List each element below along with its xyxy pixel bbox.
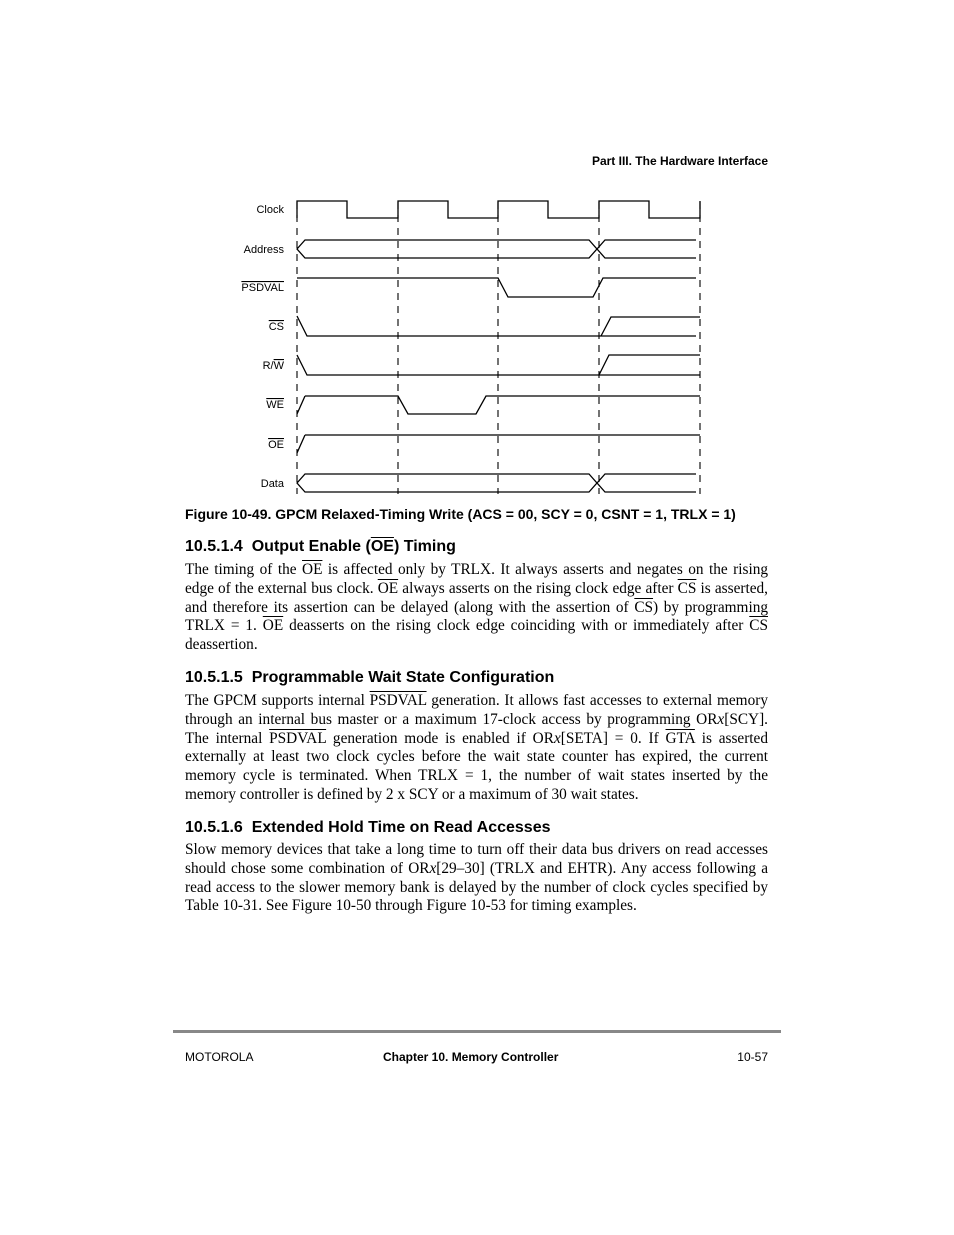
signal-label-oe: OE xyxy=(268,439,284,451)
section-paragraph-10-5-1-6: Slow memory devices that take a long time to turn off their data bus drivers on read accesses should chose some combination of ORx[29–30] (TRLX and EHTR). Any access following a read access to the slower memory bank is delayed by the number of clock cycles specified by Table 10-31. See Figure 10-50 through Figure 10-53 for timing examples. xyxy=(185,841,768,915)
address-waveform xyxy=(297,240,696,258)
footer-rule xyxy=(173,1030,781,1033)
timing-diagram xyxy=(0,0,954,500)
footer-left: MOTOROLA xyxy=(185,1050,254,1064)
signal-label-psdval: PSDVAL xyxy=(241,282,284,294)
data-waveform xyxy=(297,474,696,492)
signal-label-data: Data xyxy=(260,478,284,490)
signal-label-clock: Clock xyxy=(256,204,284,216)
signal-label-cs: CS xyxy=(268,321,284,333)
figure-caption: Figure 10-49. GPCM Relaxed-Timing Write (ACS = 00, SCY = 0, CSNT = 1, TRLX = 1) xyxy=(185,506,736,522)
section-heading-10-5-1-5: 10.5.1.5 Programmable Wait State Configuration xyxy=(185,669,555,686)
section-paragraph-10-5-1-4: The timing of the $\overline{OE}$ is affected only by TRLX. It always asserts and negates on the rising edge of the external bus clock. $\overline{OE}$ always asserts on the rising clock edge after $\overline{CS}$ is asserted, and therefore its assertion can be delayed (along with the assertion of $\overline{CS}$) by programming TRLX = 1. $\overline{OE}$ deasserts on the rising clock edge coinciding with or immediately after $\overline{CS}$ deassertion. xyxy=(185,561,769,654)
clock-waveform xyxy=(297,201,700,218)
running-header: Part III. The Hardware Interface xyxy=(591,154,768,168)
signal-label-address: Address xyxy=(243,244,284,256)
signal-label-we: WE xyxy=(266,399,284,411)
psdval-waveform xyxy=(297,278,696,297)
signal-label-rw: R/W xyxy=(262,360,284,372)
footer-chapter: Chapter 10. Memory Controller xyxy=(383,1050,559,1064)
section-heading-10-5-1-6: 10.5.1.6 Extended Hold Time on Read Accesses xyxy=(185,819,551,836)
clock-edge-markers xyxy=(297,202,700,494)
footer-page-number: 10-57 xyxy=(737,1050,768,1064)
section-paragraph-10-5-1-5: The GPCM supports internal PSDVAL generation. It allows fast accesses to external memory through an internal bus master or a maximum 17-clock access by programming ORx[SCY]. The internal PSDVAL generation mode is enabled if ORx[SETA] = 0. If $\overline{GTA}$ is asserted externally at least two clock cycles before the wait state counter has expired, the current memory cycle is terminated. When TRLX = 1, the number of wait states inserted by the memory controller is defined by 2 x SCY or a maximum of 30 wait states. xyxy=(185,692,768,803)
section-heading-10-5-1-4: 10.5.1.4 Output Enable (OE) Timing xyxy=(185,538,456,555)
